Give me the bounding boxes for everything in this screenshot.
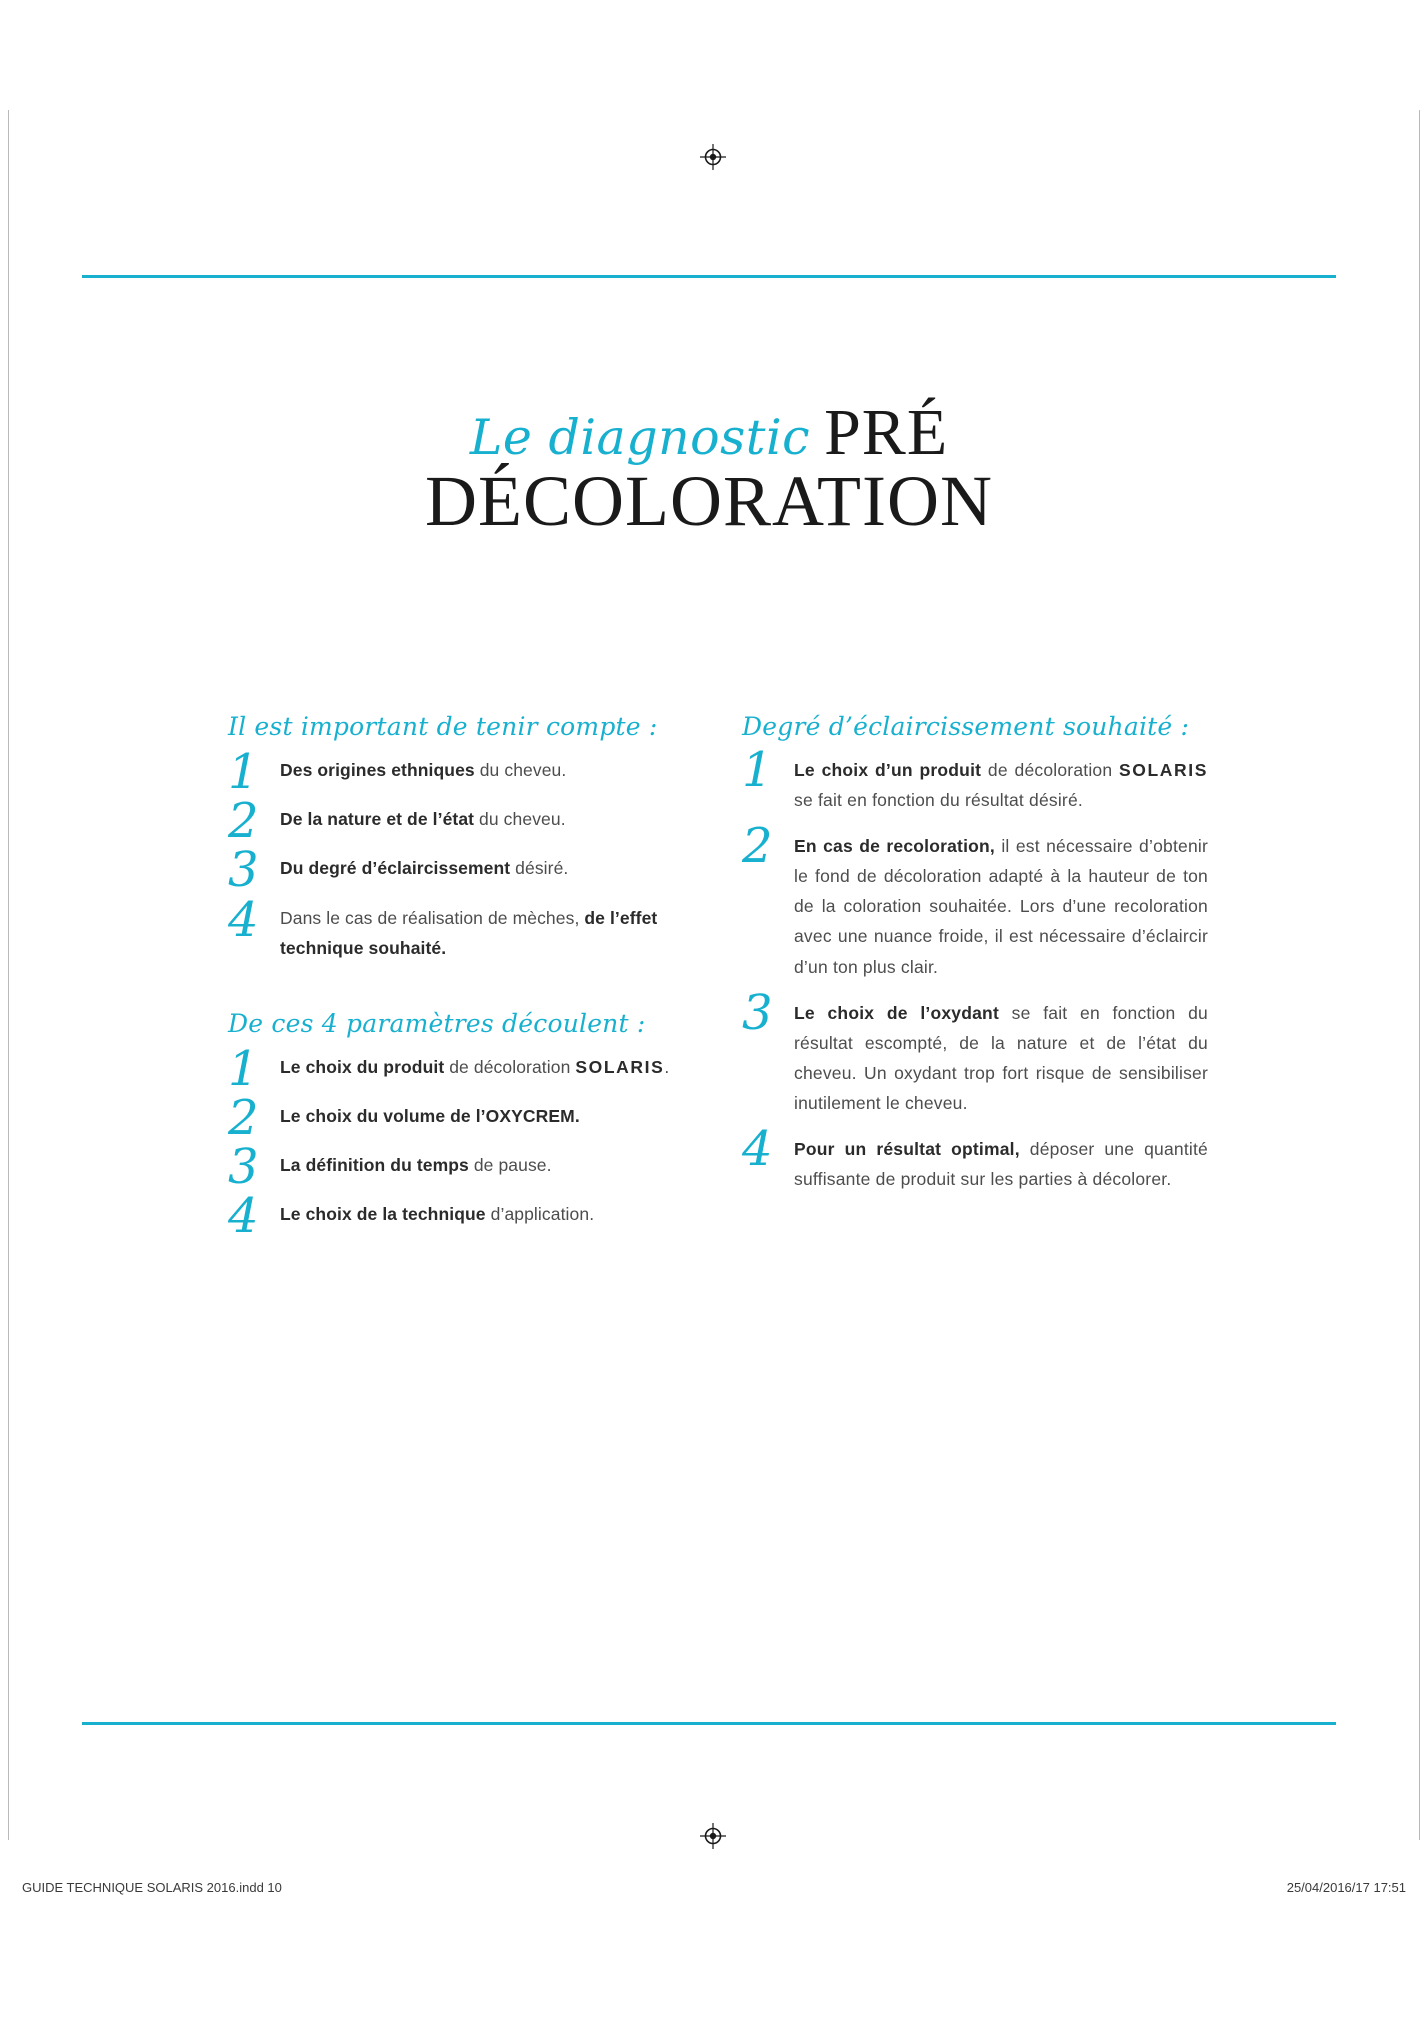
- list-item: [742, 984, 1208, 1118]
- list-item-tail: se fait en fonction du résultat désiré.: [794, 790, 1083, 811]
- divider-bottom: [82, 1722, 1336, 1725]
- list-item-bold: Le choix de l’oxydant: [794, 1002, 999, 1023]
- list-item-text: [280, 853, 694, 883]
- list-number: 2: [228, 1089, 259, 1146]
- list-item: [742, 742, 1209, 815]
- page-title: [82, 396, 1336, 541]
- crop-mark-right: [1419, 110, 1420, 1840]
- list-item-bold: Le choix du volume de l’OXYCREM.: [280, 1105, 580, 1126]
- list-number: 4: [228, 1188, 259, 1245]
- list-item-tail: .: [664, 1056, 670, 1077]
- list-item-bold: Le choix de la technique: [280, 1204, 486, 1225]
- section-heading-degre: Degré d’éclaircissement souhaité :: [742, 712, 1190, 741]
- list-item-bold: En cas de recoloration,: [794, 836, 995, 857]
- list-item-rest: désiré.: [510, 858, 569, 879]
- registration-mark-icon: [700, 144, 726, 170]
- list-number: 3: [742, 984, 773, 1041]
- list-item-rest: il est nécessaire d’obtenir le fond de décoloration adapté à la hauteur de ton de la coloration souhaitée. Lors d’une recoloration avec une nuance froide, il est nécessaire d’éclaircir d’un ton plus clair.: [794, 836, 1208, 977]
- list-item: [228, 842, 694, 899]
- list-item-rest: du cheveu.: [474, 760, 567, 780]
- list-item-text: [280, 903, 694, 963]
- footer-timestamp: 25/04/2016/17 17:51: [1286, 1880, 1406, 1895]
- list-item-rest: de pause.: [468, 1155, 552, 1176]
- list-item-rest: déposer une quantité suffisante de produit sur les parties à décolorer.: [794, 1139, 1208, 1190]
- registration-mark-icon: [700, 1823, 726, 1849]
- list-number: 4: [742, 1121, 773, 1178]
- list-item: [228, 891, 694, 963]
- list-item-text: [794, 831, 1208, 981]
- content-columns: [228, 712, 1208, 1249]
- list-item: [228, 1139, 694, 1196]
- list-number: 3: [228, 1139, 259, 1196]
- list-number: 2: [742, 818, 773, 875]
- title-line-2: DÉCOLORATION: [425, 461, 993, 541]
- list-number: 1: [742, 742, 773, 798]
- list-item-text: [280, 1101, 694, 1131]
- list-item-text: [280, 804, 694, 834]
- title-roman-text: PRÉ: [824, 396, 949, 469]
- list-item-text: [280, 755, 694, 785]
- list-item: [228, 1188, 694, 1245]
- list-item-text: [794, 1134, 1208, 1194]
- list-item-bold: Le choix d’un produit: [794, 760, 982, 780]
- crop-mark-left: [8, 110, 9, 1840]
- brand-name-solaris: SOLARIS: [1119, 760, 1209, 780]
- list-item-bold-tail: de l’effet technique souhaité.: [280, 907, 658, 958]
- list-number: 3: [228, 842, 259, 899]
- list-item-bold: Le choix du produit: [280, 1056, 445, 1077]
- list-item-bold: La définition du temps: [280, 1155, 469, 1176]
- title-script-text: Le diagnostic: [469, 409, 811, 466]
- list-item-text: [280, 1199, 694, 1229]
- list-item-rest: se fait en fonction du résultat escompté, de la nature et de l’état du cheveu. Un oxydant trop fort risque de sensibiliser inutilement le cheveu.: [794, 1002, 1208, 1113]
- list-item-text: [794, 998, 1208, 1118]
- brand-name-solaris: SOLARIS: [575, 1056, 665, 1077]
- list-item-text: [794, 755, 1208, 815]
- list-item: [742, 818, 1208, 981]
- section-heading-parametres: De ces 4 paramètres découlent :: [228, 1008, 646, 1038]
- list-item: [228, 1040, 694, 1097]
- list-number: 2: [228, 793, 259, 850]
- title-line-1: [82, 396, 1336, 469]
- list-item-rest: de décoloration: [981, 760, 1120, 780]
- footer-filename: GUIDE TECHNIQUE SOLARIS 2016.indd 10: [22, 1880, 282, 1895]
- list-item: [228, 793, 694, 850]
- list-number: 1: [228, 744, 259, 800]
- list-number: 1: [228, 1040, 259, 1097]
- list-item: [742, 1121, 1208, 1194]
- list-item-text: [280, 1150, 694, 1180]
- list-item-text: [280, 1052, 694, 1082]
- column-right: [742, 712, 1208, 1249]
- list-item-bold: Pour un résultat optimal,: [794, 1139, 1020, 1160]
- list-item-bold: De la nature et de l’état: [280, 809, 475, 830]
- list-item-rest: d’application.: [485, 1204, 595, 1225]
- list-number: 4: [228, 891, 259, 948]
- column-left: [228, 712, 694, 1249]
- section-heading-important: Il est important de tenir compte :: [228, 712, 658, 741]
- list-item-rest: de décoloration: [444, 1056, 576, 1077]
- list-item-bold: Du degré d’éclaircissement: [280, 858, 511, 879]
- list-item: [228, 1089, 694, 1146]
- list-item-rest: Dans le cas de réalisation de mèches,: [280, 907, 585, 928]
- list-item-rest: du cheveu.: [474, 809, 566, 830]
- list-item: [228, 744, 694, 800]
- divider-top: [82, 275, 1336, 278]
- list-item-bold: Des origines ethniques: [280, 760, 475, 780]
